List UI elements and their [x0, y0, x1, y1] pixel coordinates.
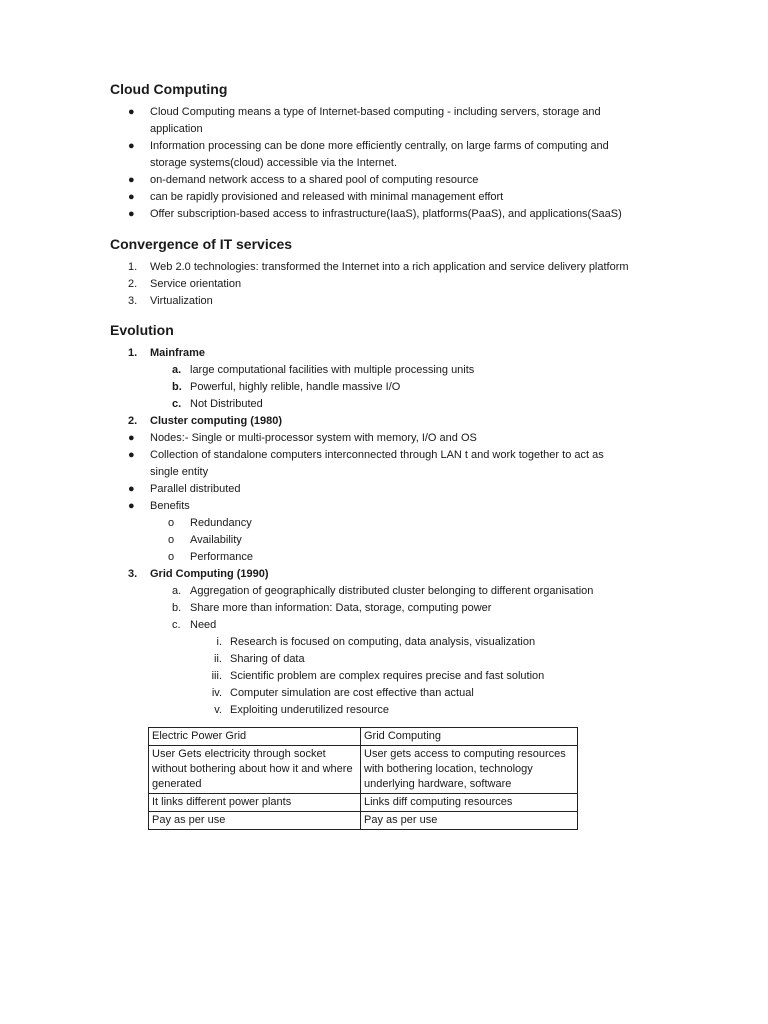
table-cell: Links diff computing resources	[361, 794, 578, 812]
table-header-row	[149, 728, 578, 746]
circle-bullet-icon: o	[168, 534, 175, 546]
list-item: ● Parallel distributed	[110, 481, 630, 498]
list-item: 1. Web 2.0 technologies: transformed the Internet into a rich application and service delivery platform	[128, 261, 629, 273]
list-item: o Performance	[110, 549, 630, 566]
list-item: ● Collection of standalone computers interconnected through LAN t and work together to act as single entity	[128, 449, 604, 478]
list-item: iv. Computer simulation are cost effective than actual	[211, 687, 474, 699]
list-item: i. Research is focused on computing, data analysis, visualization	[216, 636, 536, 648]
list-item: ● Offer subscription-based access to infrastructure(IaaS), platforms(PaaS), and applications(SaaS)	[110, 206, 630, 223]
list-item: o Redundancy	[110, 515, 630, 532]
bullet-icon: ●	[128, 174, 135, 186]
bullet-icon: ●	[128, 432, 135, 444]
list-item: b. Share more than information: Data, storage, computing power	[172, 602, 492, 614]
list-item: 3. Virtualization	[128, 295, 213, 307]
convergence-heading: Convergence of IT services	[110, 236, 293, 252]
cloud-bullet-list	[110, 104, 630, 223]
evolution-list	[110, 345, 630, 719]
list-item: 2. Service orientation	[128, 278, 242, 290]
list-item: b. Powerful, highly relible, handle massive I/O	[172, 381, 401, 393]
convergence-list	[110, 259, 630, 310]
bullet-icon: ●	[128, 483, 135, 495]
table-row	[149, 794, 578, 812]
cloud-computing-heading: Cloud Computing	[110, 81, 228, 97]
list-item: c. Need	[172, 619, 217, 631]
bullet-icon: ●	[128, 191, 135, 203]
cluster-computing-item: 2. Cluster computing (1980)	[128, 415, 283, 427]
list-item: a. Aggregation of geographically distributed cluster belonging to different organisation	[172, 585, 594, 597]
evolution-heading: Evolution	[110, 322, 174, 338]
list-item: c. Not Distributed	[172, 398, 263, 410]
circle-bullet-icon: o	[168, 551, 175, 563]
table-header-cell: Grid Computing	[361, 728, 578, 746]
list-item: a. large computational facilities with multiple processing units	[172, 364, 475, 376]
circle-bullet-icon: o	[168, 517, 175, 529]
table-header-cell: Electric Power Grid	[149, 728, 361, 746]
list-item: ● on-demand network access to a shared pool of computing resource	[110, 172, 630, 189]
table-row	[149, 812, 578, 830]
list-item: ● Nodes:- Single or multi-processor system with memory, I/O and OS	[110, 430, 630, 447]
power-grid-comparison-table	[148, 727, 578, 830]
bullet-icon: ●	[128, 106, 135, 118]
list-item: ● Information processing can be done more efficiently centrally, on large farms of computing and storage systems(cloud) accessible via the Internet.	[128, 140, 609, 169]
table-cell: Pay as per use	[361, 812, 578, 830]
table-cell: User gets access to computing resources with bothering location, technology underlying hardware, software	[361, 746, 578, 794]
table-cell: User Gets electricity through socket without bothering about how it and where generated	[149, 746, 361, 794]
bullet-icon: ●	[128, 449, 135, 461]
list-item: ● Benefits	[110, 498, 630, 515]
document-page	[110, 78, 630, 830]
bullet-icon: ●	[128, 140, 135, 152]
list-item: ● Cloud Computing means a type of Internet-based computing - including servers, storage and application	[128, 106, 601, 135]
list-item: ● can be rapidly provisioned and released with minimal management effort	[110, 189, 630, 206]
list-item: iii. Scientific problem are complex requires precise and fast solution	[211, 670, 545, 682]
table-cell: It links different power plants	[149, 794, 361, 812]
mainframe-item: 1. Mainframe	[128, 347, 206, 359]
bullet-icon: ●	[128, 208, 135, 220]
table-cell: Pay as per use	[149, 812, 361, 830]
list-item: ii. Sharing of data	[214, 653, 305, 665]
list-item: v. Exploiting underutilized resource	[214, 704, 389, 716]
table-row	[149, 746, 578, 794]
bullet-icon: ●	[128, 500, 135, 512]
grid-computing-item: 3. Grid Computing (1990)	[128, 568, 269, 580]
list-item: o Availability	[110, 532, 630, 549]
